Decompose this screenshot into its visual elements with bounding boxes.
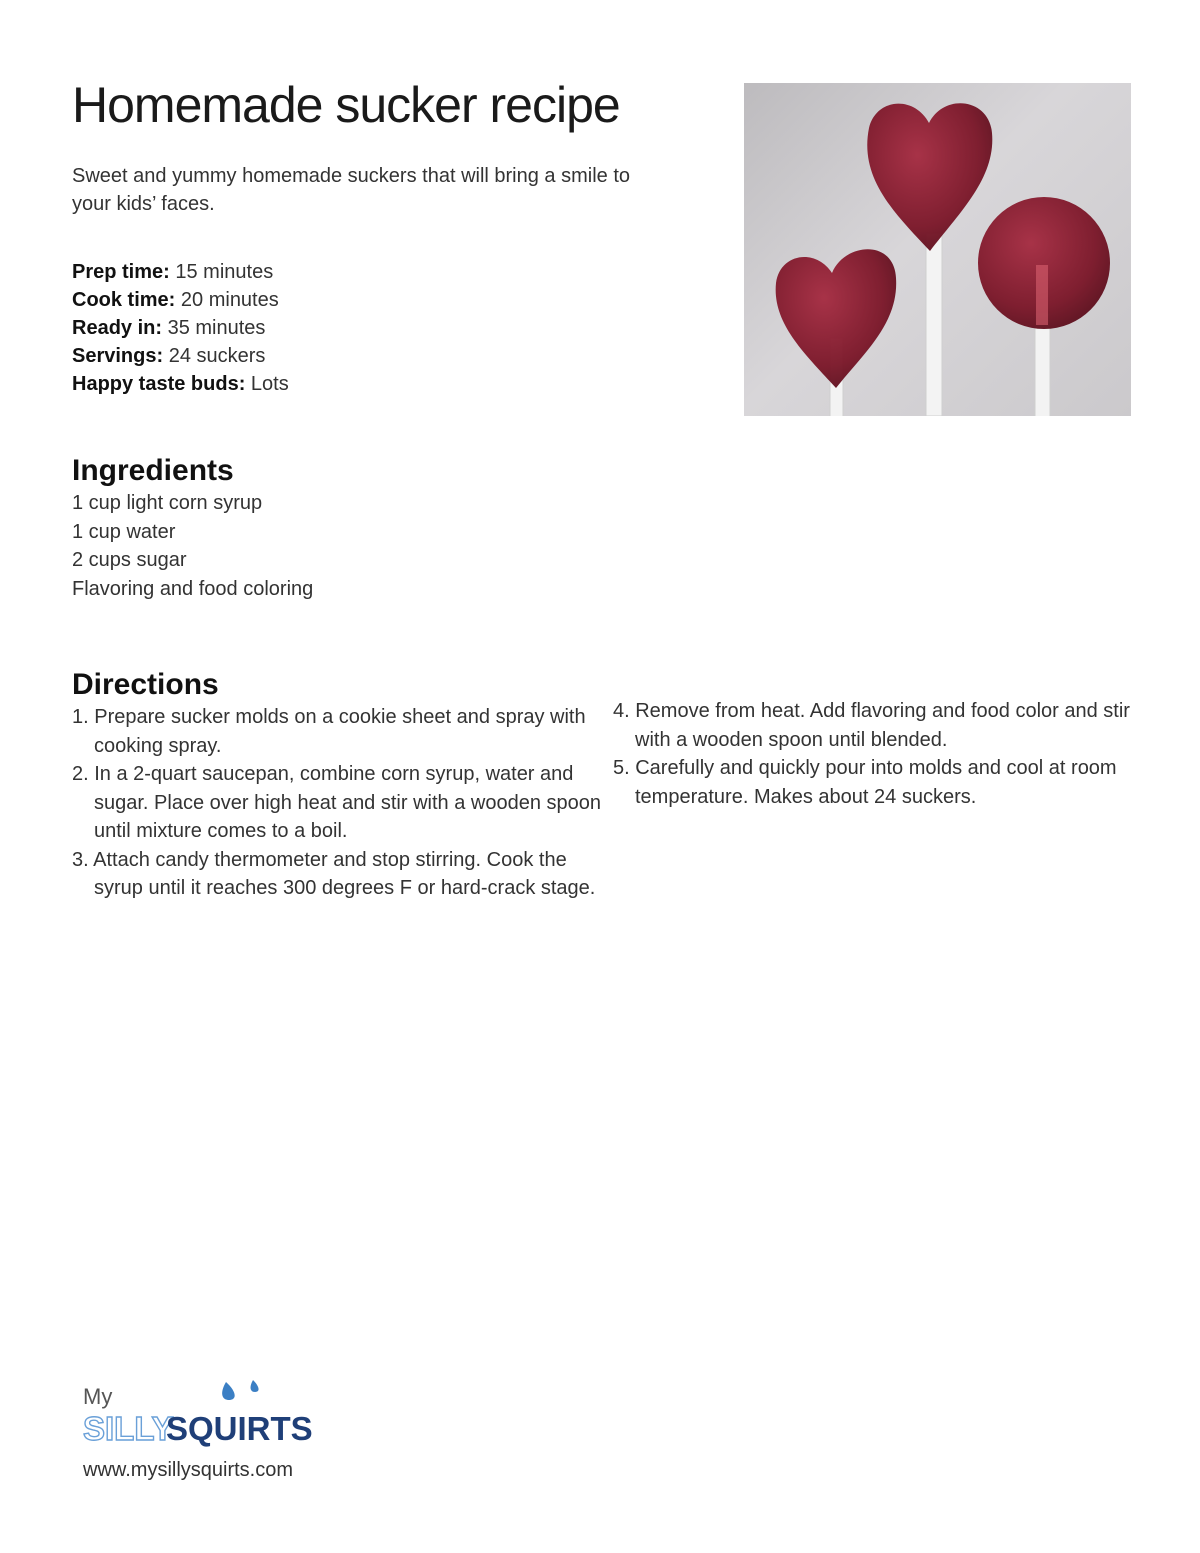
ingredient-item: 1 cup water [72, 520, 176, 543]
directions-list-right [613, 697, 1143, 811]
meta-label: Cook time: [72, 289, 176, 311]
heart-lollipop-large [867, 103, 992, 251]
meta-label: Servings: [72, 345, 164, 367]
recipe-meta [72, 258, 289, 398]
meta-label: Prep time: [72, 261, 170, 283]
ingredients-list [72, 489, 313, 603]
droplet-icon [222, 1382, 235, 1400]
meta-value: 15 minutes [175, 261, 274, 283]
logo-silly: SILLY [83, 1410, 174, 1447]
meta-label: Happy taste buds: [72, 373, 246, 395]
meta-prep-time [72, 258, 289, 286]
meta-value: 35 minutes [167, 317, 266, 339]
logo-squirts: SQUIRTS [166, 1410, 313, 1447]
page-title: Homemade sucker recipe [72, 77, 620, 133]
my-silly-squirts-logo [83, 1378, 313, 1448]
direction-step: 5. Carefully and quickly pour into molds and cool at room temperature. Makes about 24 suckers. [613, 757, 1117, 808]
lollipop-photo [744, 83, 1131, 416]
ingredient-item: 2 cups sugar [72, 549, 187, 571]
meta-value: 20 minutes [180, 289, 279, 311]
directions-list-left [72, 703, 602, 903]
meta-label: Ready in: [72, 317, 163, 339]
direction-step: 4. Remove from heat. Add flavoring and food color and stir with a wooden spoon until blended. [613, 700, 1130, 751]
meta-cook-time [72, 286, 289, 314]
droplet-icon [251, 1380, 259, 1392]
meta-value: Lots [250, 373, 289, 395]
meta-ready-in [72, 314, 289, 342]
heart-lollipop-small [776, 249, 897, 388]
direction-step: 1. Prepare sucker molds on a cookie sheet and spray with cooking spray. [72, 706, 586, 757]
lollipops-illustration [744, 83, 1131, 416]
intro-text: Sweet and yummy homemade suckers that will bring a smile to your kids’ faces. [72, 165, 631, 215]
ingredients-heading: Ingredients [72, 454, 234, 487]
meta-value: 24 suckers [168, 345, 266, 367]
direction-step: 3. Attach candy thermometer and stop stirring. Cook the syrup until it reaches 300 degrees F or hard-crack stage. [72, 848, 596, 899]
ingredient-item: 1 cup light corn syrup [72, 492, 263, 514]
website-url: www.mysillysquirts.com [83, 1459, 294, 1481]
directions-heading: Directions [72, 668, 219, 701]
ingredient-item: Flavoring and food coloring [72, 577, 314, 600]
meta-happy-taste-buds [72, 370, 289, 398]
logo-my: My [83, 1384, 113, 1409]
meta-servings [72, 342, 289, 370]
stick-top-heart [926, 233, 942, 416]
direction-step: 2. In a 2-quart saucepan, combine corn syrup, water and sugar. Place over high heat and stir with a wooden spoon until mixture comes to a boil. [72, 763, 601, 842]
